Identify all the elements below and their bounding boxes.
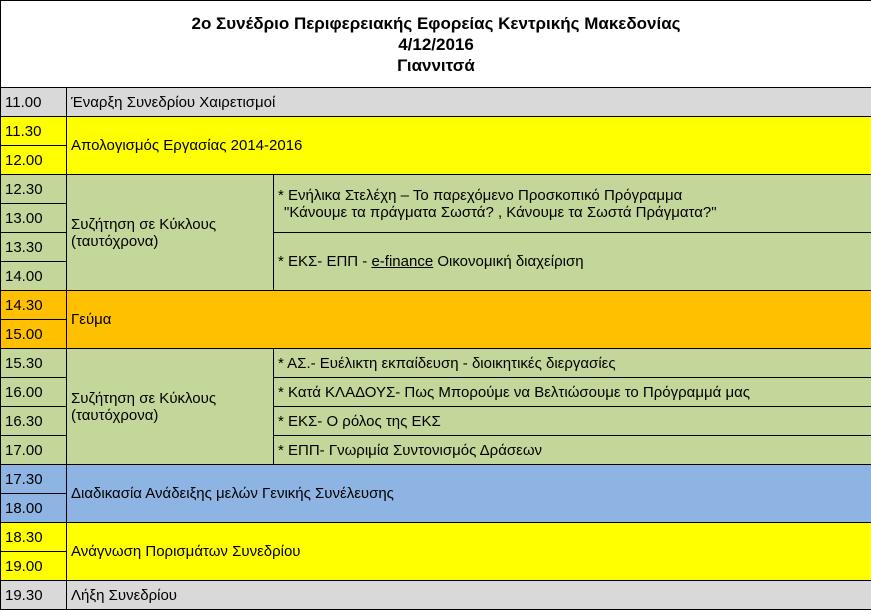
activity-line: Συζήτηση σε Κύκλους xyxy=(71,390,269,407)
time-cell: 11.00 xyxy=(1,88,67,117)
activity-cell: Έναρξη Συνεδρίου Χαιρετισμοί xyxy=(67,88,871,117)
activity-cell: Ανάγνωση Πορισμάτων Συνεδρίου xyxy=(67,523,871,581)
topic-cell xyxy=(274,233,871,291)
table-row xyxy=(1,291,871,320)
time-cell: 17.30 xyxy=(1,465,67,494)
activity-cell: Διαδικασία Ανάδειξης μελών Γενικής Συνέλευσης xyxy=(67,465,871,523)
time-cell: 11.30 xyxy=(1,117,67,146)
e-finance-link[interactable]: e-finance xyxy=(371,253,433,270)
time-cell: 17.00 xyxy=(1,436,67,465)
conference-place: Γιαννιτσά xyxy=(5,55,867,76)
table-row xyxy=(1,349,871,378)
time-cell: 18.30 xyxy=(1,523,67,552)
topic-text: * ΕΚΣ- ΕΠΠ - xyxy=(278,253,371,270)
activity-line: (ταυτόχρονα) xyxy=(71,233,269,250)
time-cell: 19.30 xyxy=(1,581,67,610)
conference-date: 4/12/2016 xyxy=(5,34,867,55)
time-cell: 15.00 xyxy=(1,320,67,349)
time-cell: 13.30 xyxy=(1,233,67,262)
header-cell xyxy=(1,1,871,88)
table-row xyxy=(1,581,871,610)
time-cell: 14.30 xyxy=(1,291,67,320)
table-row xyxy=(1,523,871,552)
topic-cell: * Κατά ΚΛΑΔΟΥΣ- Πως Μπορούμε να Βελτιώσουμε το Πρόγραμμά μας xyxy=(274,378,871,407)
time-cell: 19.00 xyxy=(1,552,67,581)
conference-title: 2ο Συνέδριο Περιφερειακής Εφορείας Κεντρικής Μακεδονίας xyxy=(5,13,867,34)
time-cell: 16.00 xyxy=(1,378,67,407)
time-cell: 15.30 xyxy=(1,349,67,378)
time-cell: 13.00 xyxy=(1,204,67,233)
activity-cell: Απολογισμός Εργασίας 2014-2016 xyxy=(67,117,871,175)
table-row xyxy=(1,88,871,117)
table-row xyxy=(1,465,871,494)
topic-cell xyxy=(274,175,871,233)
topic-text: Οικονομική διαχείριση xyxy=(433,253,583,270)
time-cell: 16.30 xyxy=(1,407,67,436)
activity-cell: Λήξη Συνεδρίου xyxy=(67,581,871,610)
table-row xyxy=(1,117,871,146)
topic-cell: * ΕΠΠ- Γνωριμία Συντονισμός Δράσεων xyxy=(274,436,871,465)
header-row xyxy=(1,1,871,88)
table-row xyxy=(1,175,871,204)
activity-line: (ταυτόχρονα) xyxy=(71,407,269,424)
time-cell: 12.00 xyxy=(1,146,67,175)
time-cell: 12.30 xyxy=(1,175,67,204)
topic-line: "Κάνουμε τα πράγματα Σωστά? , Κάνουμε τα Σωστά Πράγματα?" xyxy=(278,204,867,221)
time-cell: 18.00 xyxy=(1,494,67,523)
time-cell: 14.00 xyxy=(1,262,67,291)
activity-line: Συζήτηση σε Κύκλους xyxy=(71,216,269,233)
topic-cell: * ΑΣ.- Ευέλικτη εκπαίδευση - διοικητικές διεργασίες xyxy=(274,349,871,378)
topic-line: * Ενήλικα Στελέχη – Το παρεχόμενο Προσκοπικό Πρόγραμμα xyxy=(278,187,867,204)
activity-cell xyxy=(67,175,274,291)
activity-cell: Γεύμα xyxy=(67,291,871,349)
activity-cell xyxy=(67,349,274,465)
topic-cell: * ΕΚΣ- Ο ρόλος της ΕΚΣ xyxy=(274,407,871,436)
